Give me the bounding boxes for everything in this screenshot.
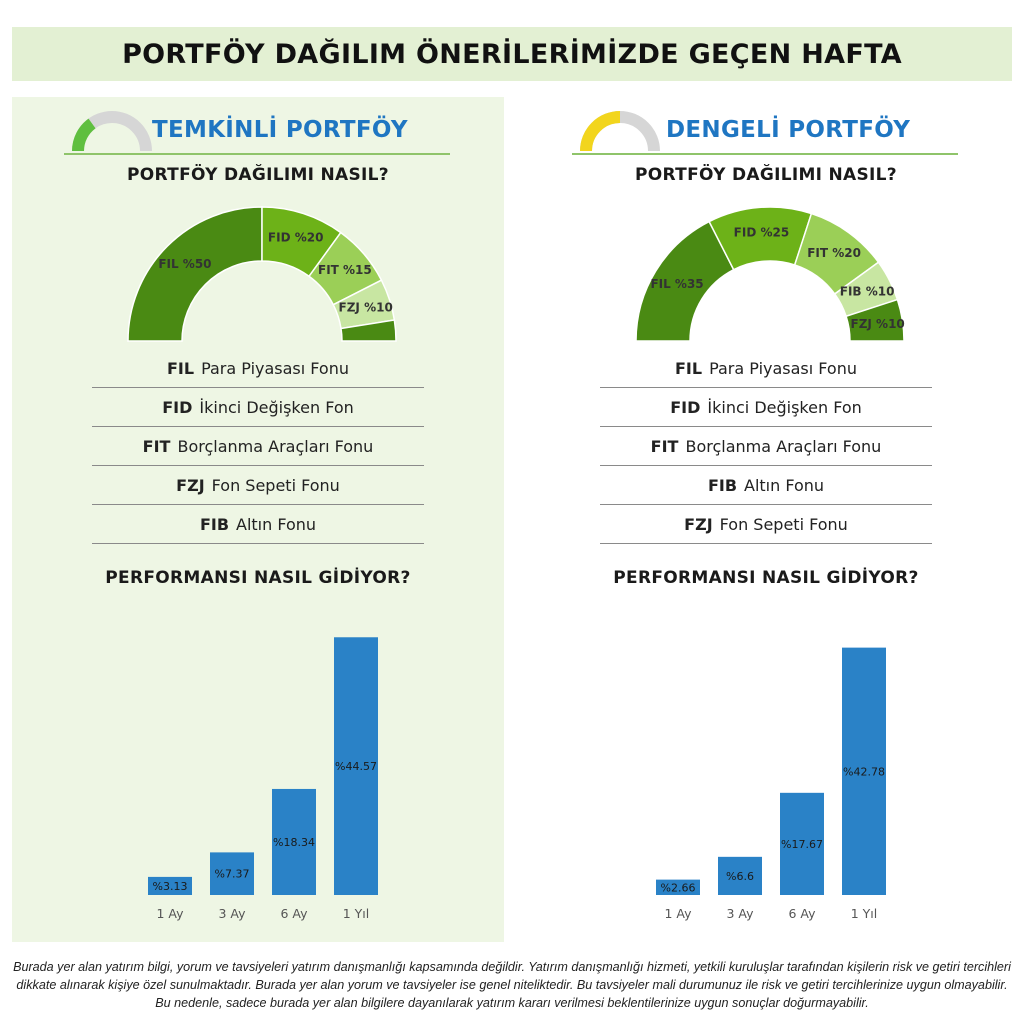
- fund-name: İkinci Değişken Fon: [707, 397, 862, 417]
- fund-code: FIT: [142, 436, 171, 456]
- fund-code: FIL: [166, 358, 195, 378]
- fund-code: FIT: [650, 436, 679, 456]
- slice-label: FID %25: [733, 225, 790, 240]
- slice-label: FIT %20: [807, 245, 861, 260]
- bar-value-label: %42.78: [843, 765, 885, 779]
- fund-name: Altın Fonu: [744, 475, 825, 495]
- bar-value-label: %44.57: [335, 760, 377, 774]
- disclaimer-text: Burada yer alan yatırım bilgi, yorum ve tavsiyeleri yatırım danışmanlığı kapsamında değildir. Yatırım danışmanlığı hizmeti, yetkili kuruluşlar tarafından kişilerin risk ve getiri tercihleri dikkate alınarak kişiye özel sunulmaktadır. Burada yer alan yorum ve tavsiyeler ise genel niteliktedir. Bu tavsiyeler mali durumunuz ile risk ve getiri tercihlerinize uygun olmayabilir. Bu nedenle, sadece burada yer alan bilgilere dayanılarak yatırım kararı verilmesi beklentilerinize uygun sonuçlar doğurmayabilir.: [13, 960, 1011, 1010]
- panel-title: TEMKİNLİ PORTFÖY: [152, 117, 408, 143]
- allocation-heading: PORTFÖY DAĞILIMI NASIL?: [635, 165, 897, 185]
- fund-code: FZJ: [176, 475, 205, 495]
- x-tick-label: 6 Ay: [788, 906, 816, 921]
- fund-name: Fon Sepeti Fonu: [211, 475, 340, 495]
- bar-value-label: %17.67: [781, 837, 823, 851]
- x-tick-label: 6 Ay: [280, 906, 308, 921]
- x-tick-label: 1 Ay: [156, 906, 184, 921]
- slice-label: FIL %50: [158, 256, 212, 271]
- fund-row: [600, 505, 932, 544]
- performance-chart: [128, 617, 388, 927]
- slice-label: FID %20: [267, 230, 324, 245]
- gauge-level: [78, 123, 92, 151]
- fund-code: FID: [162, 397, 193, 417]
- fund-code: FIB: [199, 514, 230, 534]
- bar-value-label: %2.66: [660, 881, 696, 895]
- page-title: PORTFÖY DAĞILIM ÖNERİLERİMİZDE GEÇEN HAFTA: [122, 38, 902, 70]
- title-underline: [64, 153, 450, 155]
- fund-name: İkinci Değişken Fon: [199, 397, 354, 417]
- fund-list: [600, 349, 932, 544]
- fund-row: [92, 466, 424, 505]
- allocation-chart: [620, 207, 920, 357]
- fund-row: [600, 466, 932, 505]
- panel-header: [520, 111, 1012, 155]
- fund-list: [92, 349, 424, 544]
- panel-dengeli: [520, 97, 1012, 942]
- fund-name: Para Piyasası Fonu: [709, 358, 857, 378]
- fund-row: [92, 388, 424, 427]
- slice-label: FIL %35: [650, 277, 704, 292]
- slice-label: FIB %10: [839, 284, 895, 299]
- donut-slice: [128, 207, 262, 341]
- performance-heading: PERFORMANSI NASIL GİDİYOR?: [613, 568, 919, 588]
- fund-name: Altın Fonu: [236, 514, 317, 534]
- panel-temkinli: [12, 97, 504, 942]
- fund-row: [92, 505, 424, 544]
- fund-row: [600, 427, 932, 466]
- fund-name: Borçlanma Araçları Fonu: [177, 436, 374, 456]
- gauge-icon: [578, 111, 662, 155]
- panel-title: DENGELİ PORTFÖY: [666, 117, 911, 143]
- fund-code: FZJ: [684, 514, 713, 534]
- panel-header: [12, 111, 504, 155]
- x-tick-label: 3 Ay: [726, 906, 754, 921]
- allocation-chart: [112, 207, 412, 357]
- fund-name: Para Piyasası Fonu: [201, 358, 349, 378]
- fund-row: [600, 388, 932, 427]
- x-tick-label: 1 Ay: [664, 906, 692, 921]
- fund-row: [600, 349, 932, 388]
- fund-code: FIL: [674, 358, 703, 378]
- x-tick-label: 1 Yıl: [342, 906, 370, 921]
- title-banner: [12, 27, 1012, 81]
- fund-name: Fon Sepeti Fonu: [719, 514, 848, 534]
- gauge-icon: [70, 111, 154, 155]
- bar-value-label: %6.6: [726, 869, 754, 883]
- x-tick-label: 1 Yıl: [850, 906, 878, 921]
- fund-name: Borçlanma Araçları Fonu: [685, 436, 882, 456]
- x-tick-label: 3 Ay: [218, 906, 246, 921]
- title-underline: [572, 153, 958, 155]
- bar-value-label: %7.37: [214, 867, 250, 881]
- fund-code: FID: [670, 397, 701, 417]
- gauge-level: [586, 117, 620, 151]
- slice-label: FIT %15: [318, 263, 372, 278]
- fund-row: [92, 427, 424, 466]
- performance-chart: [636, 617, 896, 927]
- fund-row: [92, 349, 424, 388]
- bar-value-label: %3.13: [152, 879, 188, 893]
- bar-value-label: %18.34: [273, 835, 315, 849]
- allocation-heading: PORTFÖY DAĞILIMI NASIL?: [127, 165, 389, 185]
- performance-heading: PERFORMANSI NASIL GİDİYOR?: [105, 568, 411, 588]
- slice-label: FZJ %10: [338, 300, 393, 315]
- fund-code: FIB: [707, 475, 738, 495]
- slice-label: FZJ %10: [850, 316, 905, 331]
